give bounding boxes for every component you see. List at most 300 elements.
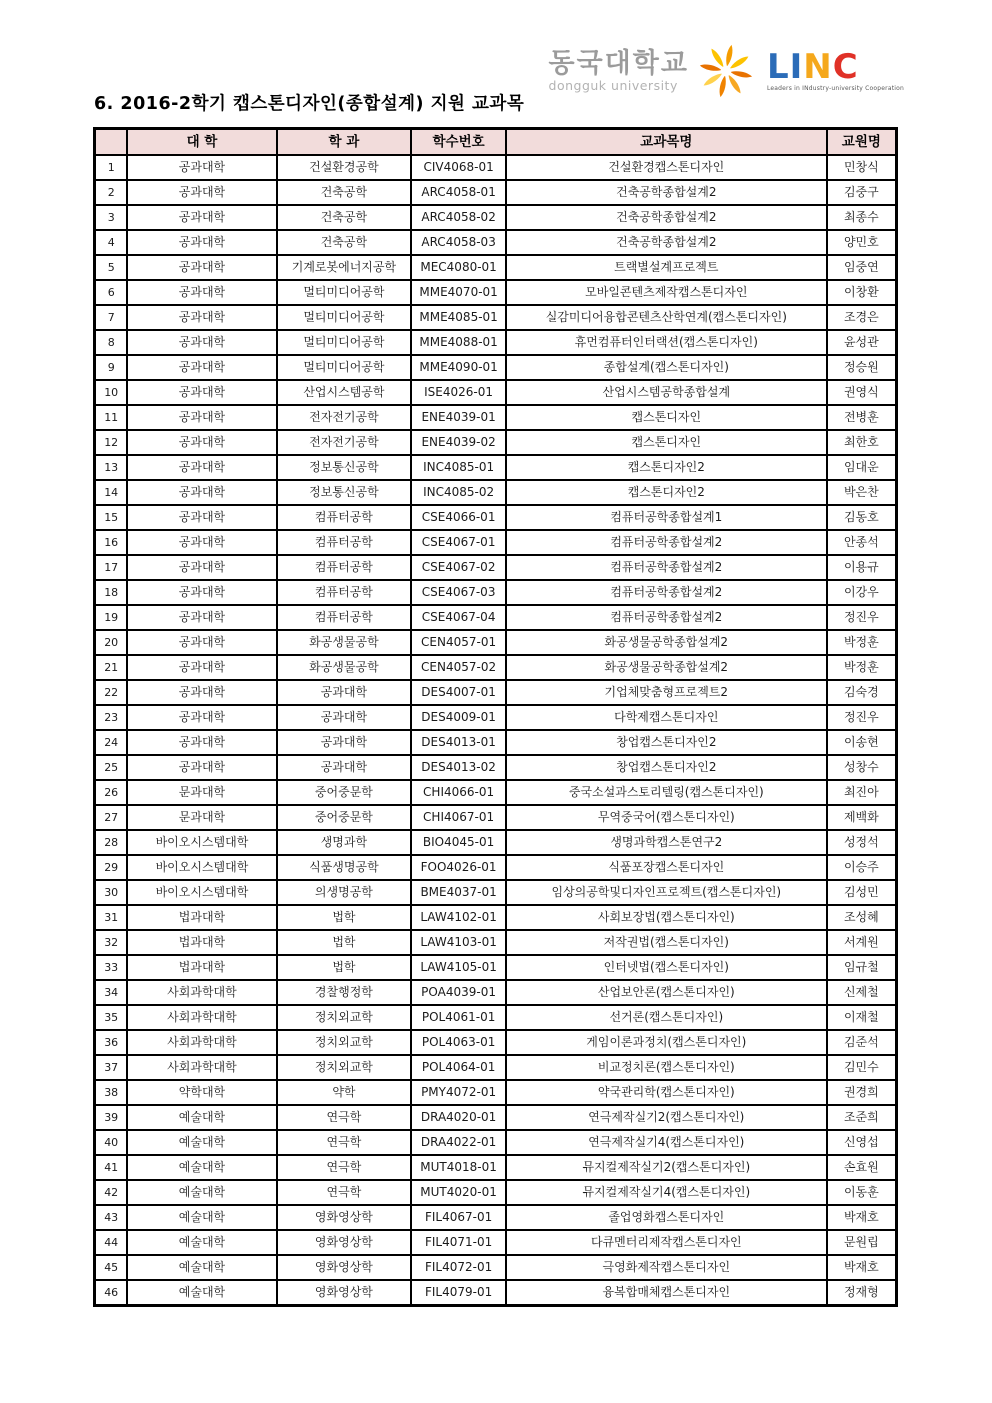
cell-dept: 화공생물공학	[277, 630, 412, 655]
table-row	[95, 455, 897, 480]
table-row	[95, 855, 897, 880]
cell-code: CEN4057-01	[411, 630, 506, 655]
cell-course: 생명과학캡스톤연구2	[506, 830, 827, 855]
cell-no: 4	[95, 230, 128, 255]
cell-no: 3	[95, 205, 128, 230]
cell-course: 화공생물공학종합설계2	[506, 655, 827, 680]
cell-course: 선거론(캡스톤디자인)	[506, 1005, 827, 1030]
cell-instructor: 신제철	[827, 980, 897, 1005]
table-row	[95, 405, 897, 430]
dongguk-logo-subtitle: dongguk university	[548, 77, 678, 93]
cell-dept: 전자전기공학	[277, 430, 412, 455]
cell-dept: 건축공학	[277, 180, 412, 205]
cell-no: 32	[95, 930, 128, 955]
cell-college: 공과대학	[127, 605, 276, 630]
cell-no: 5	[95, 255, 128, 280]
cell-dept: 식품생명공학	[277, 855, 412, 880]
dongguk-logo-name: 동국대학교	[548, 47, 689, 79]
cell-college: 예술대학	[127, 1280, 276, 1306]
cell-course: 캡스톤디자인2	[506, 480, 827, 505]
cell-dept: 법학	[277, 955, 412, 980]
cell-instructor: 김중구	[827, 180, 897, 205]
table-row	[95, 1180, 897, 1205]
table-row	[95, 1105, 897, 1130]
cell-college: 공과대학	[127, 405, 276, 430]
cell-course: 건설환경캡스톤디자인	[506, 155, 827, 180]
cell-dept: 정치외교학	[277, 1005, 412, 1030]
cell-instructor: 권경희	[827, 1080, 897, 1105]
cell-no: 42	[95, 1180, 128, 1205]
cell-no: 6	[95, 280, 128, 305]
table-row	[95, 1155, 897, 1180]
header-logos	[549, 42, 904, 100]
cell-no: 26	[95, 780, 128, 805]
cell-dept: 영화영상학	[277, 1205, 412, 1230]
cell-dept: 멀티미디어공학	[277, 305, 412, 330]
table-row	[95, 1030, 897, 1055]
cell-dept: 산업시스템공학	[277, 380, 412, 405]
cell-course: 창업캡스톤디자인2	[506, 730, 827, 755]
cell-code: CSE4067-03	[411, 580, 506, 605]
cell-no: 15	[95, 505, 128, 530]
cell-code: CHI4067-01	[411, 805, 506, 830]
cell-dept: 생명과학	[277, 830, 412, 855]
cell-instructor: 이강우	[827, 580, 897, 605]
cell-college: 공과대학	[127, 580, 276, 605]
cell-instructor: 전병훈	[827, 405, 897, 430]
table-row	[95, 1005, 897, 1030]
cell-instructor: 이송현	[827, 730, 897, 755]
cell-college: 공과대학	[127, 255, 276, 280]
cell-dept: 멀티미디어공학	[277, 355, 412, 380]
cell-no: 21	[95, 655, 128, 680]
cell-code: CIV4068-01	[411, 155, 506, 180]
cell-no: 37	[95, 1055, 128, 1080]
cell-code: CEN4057-02	[411, 655, 506, 680]
cell-code: MME4070-01	[411, 280, 506, 305]
cell-no: 8	[95, 330, 128, 355]
cell-course: 비교정치론(캡스톤디자인)	[506, 1055, 827, 1080]
cell-no: 38	[95, 1080, 128, 1105]
cell-course: 중국소설과스토리텔링(캡스톤디자인)	[506, 780, 827, 805]
cell-instructor: 박재호	[827, 1255, 897, 1280]
cell-college: 공과대학	[127, 180, 276, 205]
cell-college: 공과대학	[127, 480, 276, 505]
cell-code: MME4090-01	[411, 355, 506, 380]
linc-letter: N	[803, 47, 833, 87]
cell-code: FIL4072-01	[411, 1255, 506, 1280]
dongguk-pinwheel-icon	[697, 42, 755, 100]
cell-code: POL4063-01	[411, 1030, 506, 1055]
cell-dept: 컴퓨터공학	[277, 555, 412, 580]
table-row	[95, 1255, 897, 1280]
cell-dept: 연극학	[277, 1155, 412, 1180]
page-title: 6. 2016-2학기 캡스톤디자인(종합설계) 지원 교과목	[94, 94, 525, 114]
table-row	[95, 805, 897, 830]
cell-code: CSE4067-04	[411, 605, 506, 630]
cell-code: POL4061-01	[411, 1005, 506, 1030]
cell-no: 10	[95, 380, 128, 405]
cell-code: ARC4058-02	[411, 205, 506, 230]
table-row	[95, 930, 897, 955]
table-row	[95, 280, 897, 305]
cell-instructor: 이승주	[827, 855, 897, 880]
dongguk-logo	[548, 47, 689, 93]
table-row	[95, 1130, 897, 1155]
cell-dept: 공과대학	[277, 705, 412, 730]
cell-course: 화공생물공학종합설계2	[506, 630, 827, 655]
cell-no: 43	[95, 1205, 128, 1230]
cell-college: 공과대학	[127, 155, 276, 180]
cell-course: 뮤지컬제작실기2(캡스톤디자인)	[506, 1155, 827, 1180]
table-row	[95, 530, 897, 555]
cell-dept: 공과대학	[277, 755, 412, 780]
cell-code: BME4037-01	[411, 880, 506, 905]
cell-college: 바이오시스템대학	[127, 855, 276, 880]
cell-course: 졸업영화캡스톤디자인	[506, 1205, 827, 1230]
linc-logo	[766, 47, 904, 92]
cell-college: 공과대학	[127, 230, 276, 255]
cell-code: CSE4066-01	[411, 505, 506, 530]
table-row	[95, 555, 897, 580]
cell-no: 16	[95, 530, 128, 555]
cell-no: 2	[95, 180, 128, 205]
cell-college: 사회과학대학	[127, 1055, 276, 1080]
linc-letter: L	[766, 47, 790, 87]
cell-course: 연극제작실기4(캡스톤디자인)	[506, 1130, 827, 1155]
cell-course: 창업캡스톤디자인2	[506, 755, 827, 780]
cell-no: 33	[95, 955, 128, 980]
cell-college: 공과대학	[127, 455, 276, 480]
cell-instructor: 박정훈	[827, 655, 897, 680]
cell-code: FIL4079-01	[411, 1280, 506, 1306]
table-row	[95, 1230, 897, 1255]
cell-course: 무역중국어(캡스톤디자인)	[506, 805, 827, 830]
table-row	[95, 230, 897, 255]
cell-code: ENE4039-01	[411, 405, 506, 430]
table-row	[95, 955, 897, 980]
header-no	[95, 129, 128, 156]
cell-no: 36	[95, 1030, 128, 1055]
cell-instructor: 정진우	[827, 705, 897, 730]
cell-college: 예술대학	[127, 1255, 276, 1280]
cell-college: 공과대학	[127, 330, 276, 355]
cell-college: 예술대학	[127, 1180, 276, 1205]
course-table	[93, 127, 898, 1307]
cell-no: 29	[95, 855, 128, 880]
cell-college: 법과대학	[127, 930, 276, 955]
table-row	[95, 255, 897, 280]
cell-code: CSE4067-02	[411, 555, 506, 580]
cell-college: 예술대학	[127, 1230, 276, 1255]
cell-no: 25	[95, 755, 128, 780]
table-row	[95, 780, 897, 805]
cell-dept: 기계로봇에너지공학	[277, 255, 412, 280]
cell-college: 공과대학	[127, 205, 276, 230]
cell-college: 공과대학	[127, 755, 276, 780]
cell-college: 바이오시스템대학	[127, 880, 276, 905]
cell-instructor: 성창수	[827, 755, 897, 780]
cell-code: MME4085-01	[411, 305, 506, 330]
cell-college: 공과대학	[127, 380, 276, 405]
cell-code: DES4013-01	[411, 730, 506, 755]
cell-course: 캡스톤디자인	[506, 405, 827, 430]
cell-instructor: 이재철	[827, 1005, 897, 1030]
cell-course: 컴퓨터공학종합설계2	[506, 530, 827, 555]
cell-dept: 건축공학	[277, 230, 412, 255]
cell-course: 게임이론과정치(캡스톤디자인)	[506, 1030, 827, 1055]
cell-no: 1	[95, 155, 128, 180]
cell-no: 23	[95, 705, 128, 730]
cell-dept: 연극학	[277, 1130, 412, 1155]
cell-course: 식품포장캡스톤디자인	[506, 855, 827, 880]
cell-college: 예술대학	[127, 1130, 276, 1155]
cell-instructor: 신영섭	[827, 1130, 897, 1155]
cell-college: 공과대학	[127, 555, 276, 580]
cell-college: 예술대학	[127, 1105, 276, 1130]
cell-instructor: 이동훈	[827, 1180, 897, 1205]
cell-instructor: 서계원	[827, 930, 897, 955]
cell-instructor: 정승원	[827, 355, 897, 380]
cell-college: 사회과학대학	[127, 1005, 276, 1030]
cell-course: 컴퓨터공학종합설계2	[506, 605, 827, 630]
cell-dept: 중어중문학	[277, 805, 412, 830]
header-college: 대 학	[127, 129, 276, 156]
cell-code: MME4088-01	[411, 330, 506, 355]
cell-college: 문과대학	[127, 780, 276, 805]
cell-dept: 건축공학	[277, 205, 412, 230]
cell-dept: 화공생물공학	[277, 655, 412, 680]
cell-instructor: 최종수	[827, 205, 897, 230]
cell-course: 컴퓨터공학종합설계2	[506, 580, 827, 605]
table-row	[95, 480, 897, 505]
cell-no: 18	[95, 580, 128, 605]
cell-dept: 법학	[277, 930, 412, 955]
cell-no: 20	[95, 630, 128, 655]
cell-code: FOO4026-01	[411, 855, 506, 880]
cell-course: 캡스톤디자인	[506, 430, 827, 455]
cell-dept: 멀티미디어공학	[277, 280, 412, 305]
cell-code: LAW4105-01	[411, 955, 506, 980]
cell-course: 트랙별설계프로젝트	[506, 255, 827, 280]
cell-course: 휴먼컴퓨터인터랙션(캡스톤디자인)	[506, 330, 827, 355]
cell-college: 문과대학	[127, 805, 276, 830]
cell-no: 28	[95, 830, 128, 855]
cell-dept: 영화영상학	[277, 1255, 412, 1280]
course-table-body	[95, 155, 897, 1306]
cell-instructor: 임중연	[827, 255, 897, 280]
cell-dept: 컴퓨터공학	[277, 530, 412, 555]
cell-instructor: 조경은	[827, 305, 897, 330]
cell-dept: 전자전기공학	[277, 405, 412, 430]
table-row	[95, 1080, 897, 1105]
table-row	[95, 330, 897, 355]
cell-no: 35	[95, 1005, 128, 1030]
cell-no: 39	[95, 1105, 128, 1130]
cell-code: ENE4039-02	[411, 430, 506, 455]
cell-no: 31	[95, 905, 128, 930]
cell-college: 공과대학	[127, 430, 276, 455]
cell-instructor: 양민호	[827, 230, 897, 255]
cell-college: 공과대학	[127, 505, 276, 530]
cell-dept: 정치외교학	[277, 1030, 412, 1055]
cell-code: CHI4066-01	[411, 780, 506, 805]
cell-instructor: 임규철	[827, 955, 897, 980]
cell-course: 약국관리학(캡스톤디자인)	[506, 1080, 827, 1105]
header-code: 학수번호	[411, 129, 506, 156]
header-course: 교과목명	[506, 129, 827, 156]
cell-course: 건축공학종합설계2	[506, 205, 827, 230]
cell-code: DRA4020-01	[411, 1105, 506, 1130]
linc-letter: C	[832, 47, 859, 87]
cell-no: 44	[95, 1230, 128, 1255]
cell-dept: 정보통신공학	[277, 455, 412, 480]
cell-no: 40	[95, 1130, 128, 1155]
cell-dept: 건설환경공학	[277, 155, 412, 180]
cell-college: 공과대학	[127, 305, 276, 330]
cell-college: 공과대학	[127, 655, 276, 680]
cell-instructor: 윤성관	[827, 330, 897, 355]
cell-no: 19	[95, 605, 128, 630]
table-row	[95, 355, 897, 380]
cell-instructor: 성정석	[827, 830, 897, 855]
cell-code: MUT4020-01	[411, 1180, 506, 1205]
table-row	[95, 1055, 897, 1080]
cell-course: 다학제캡스톤디자인	[506, 705, 827, 730]
cell-instructor: 박은찬	[827, 480, 897, 505]
table-row	[95, 605, 897, 630]
table-row	[95, 380, 897, 405]
header-instructor: 교원명	[827, 129, 897, 156]
cell-course: 실감미디어융합콘텐츠산학연계(캡스톤디자인)	[506, 305, 827, 330]
cell-code: MEC4080-01	[411, 255, 506, 280]
table-row	[95, 205, 897, 230]
cell-college: 예술대학	[127, 1155, 276, 1180]
cell-instructor: 정재형	[827, 1280, 897, 1306]
cell-instructor: 김준석	[827, 1030, 897, 1055]
cell-no: 11	[95, 405, 128, 430]
cell-dept: 의생명공학	[277, 880, 412, 905]
cell-code: CSE4067-01	[411, 530, 506, 555]
cell-instructor: 이창환	[827, 280, 897, 305]
table-row	[95, 680, 897, 705]
cell-code: DES4009-01	[411, 705, 506, 730]
cell-code: DRA4022-01	[411, 1130, 506, 1155]
cell-code: ISE4026-01	[411, 380, 506, 405]
cell-no: 46	[95, 1280, 128, 1306]
cell-no: 7	[95, 305, 128, 330]
cell-code: ARC4058-01	[411, 180, 506, 205]
cell-college: 공과대학	[127, 705, 276, 730]
cell-course: 건축공학종합설계2	[506, 230, 827, 255]
cell-dept: 정치외교학	[277, 1055, 412, 1080]
cell-college: 공과대학	[127, 730, 276, 755]
cell-course: 모바일콘텐츠제작캡스톤디자인	[506, 280, 827, 305]
linc-logo-tagline: Leaders in INdustry-university Cooperation	[766, 85, 904, 92]
course-table-wrap	[93, 127, 898, 1307]
cell-college: 바이오시스템대학	[127, 830, 276, 855]
table-row	[95, 505, 897, 530]
cell-code: BIO4045-01	[411, 830, 506, 855]
cell-instructor: 김성민	[827, 880, 897, 905]
cell-instructor: 손효원	[827, 1155, 897, 1180]
cell-instructor: 임대운	[827, 455, 897, 480]
cell-course: 산업시스템공학종합설계	[506, 380, 827, 405]
table-row	[95, 730, 897, 755]
cell-college: 약학대학	[127, 1080, 276, 1105]
cell-course: 연극제작실기2(캡스톤디자인)	[506, 1105, 827, 1130]
cell-instructor: 안종석	[827, 530, 897, 555]
cell-dept: 영화영상학	[277, 1280, 412, 1306]
cell-no: 24	[95, 730, 128, 755]
cell-instructor: 김동호	[827, 505, 897, 530]
linc-logo-word	[766, 47, 904, 87]
cell-instructor: 권영식	[827, 380, 897, 405]
cell-code: FIL4067-01	[411, 1205, 506, 1230]
header-dept: 학 과	[277, 129, 412, 156]
cell-code: DES4007-01	[411, 680, 506, 705]
table-row	[95, 180, 897, 205]
cell-course: 다큐멘터리제작캡스톤디자인	[506, 1230, 827, 1255]
cell-no: 22	[95, 680, 128, 705]
cell-dept: 법학	[277, 905, 412, 930]
cell-college: 공과대학	[127, 680, 276, 705]
cell-dept: 경찰행정학	[277, 980, 412, 1005]
cell-dept: 연극학	[277, 1180, 412, 1205]
cell-no: 30	[95, 880, 128, 905]
cell-code: LAW4103-01	[411, 930, 506, 955]
table-row	[95, 1280, 897, 1306]
table-row	[95, 580, 897, 605]
table-row	[95, 755, 897, 780]
cell-instructor: 문원립	[827, 1230, 897, 1255]
cell-no: 27	[95, 805, 128, 830]
cell-course: 인터넷법(캡스톤디자인)	[506, 955, 827, 980]
cell-instructor: 조준희	[827, 1105, 897, 1130]
cell-course: 저작권법(캡스톤디자인)	[506, 930, 827, 955]
cell-instructor: 박재호	[827, 1205, 897, 1230]
cell-college: 사회과학대학	[127, 1030, 276, 1055]
cell-instructor: 박정훈	[827, 630, 897, 655]
cell-code: PMY4072-01	[411, 1080, 506, 1105]
cell-course: 캡스톤디자인2	[506, 455, 827, 480]
cell-course: 종합설계(캡스톤디자인)	[506, 355, 827, 380]
table-row	[95, 155, 897, 180]
cell-dept: 영화영상학	[277, 1230, 412, 1255]
cell-dept: 컴퓨터공학	[277, 580, 412, 605]
cell-instructor: 정진우	[827, 605, 897, 630]
table-row	[95, 1205, 897, 1230]
cell-instructor: 최한호	[827, 430, 897, 455]
cell-course: 기업체맞춤형프로젝트2	[506, 680, 827, 705]
cell-course: 융복합매체캡스톤디자인	[506, 1280, 827, 1306]
cell-code: INC4085-02	[411, 480, 506, 505]
table-row	[95, 880, 897, 905]
table-row	[95, 705, 897, 730]
cell-instructor: 최진아	[827, 780, 897, 805]
cell-code: INC4085-01	[411, 455, 506, 480]
cell-course: 건축공학종합설계2	[506, 180, 827, 205]
cell-college: 법과대학	[127, 905, 276, 930]
cell-instructor: 이용규	[827, 555, 897, 580]
cell-dept: 정보통신공학	[277, 480, 412, 505]
cell-no: 17	[95, 555, 128, 580]
cell-college: 법과대학	[127, 955, 276, 980]
cell-course: 컴퓨터공학종합설계1	[506, 505, 827, 530]
table-row	[95, 655, 897, 680]
cell-code: LAW4102-01	[411, 905, 506, 930]
cell-instructor: 제백화	[827, 805, 897, 830]
